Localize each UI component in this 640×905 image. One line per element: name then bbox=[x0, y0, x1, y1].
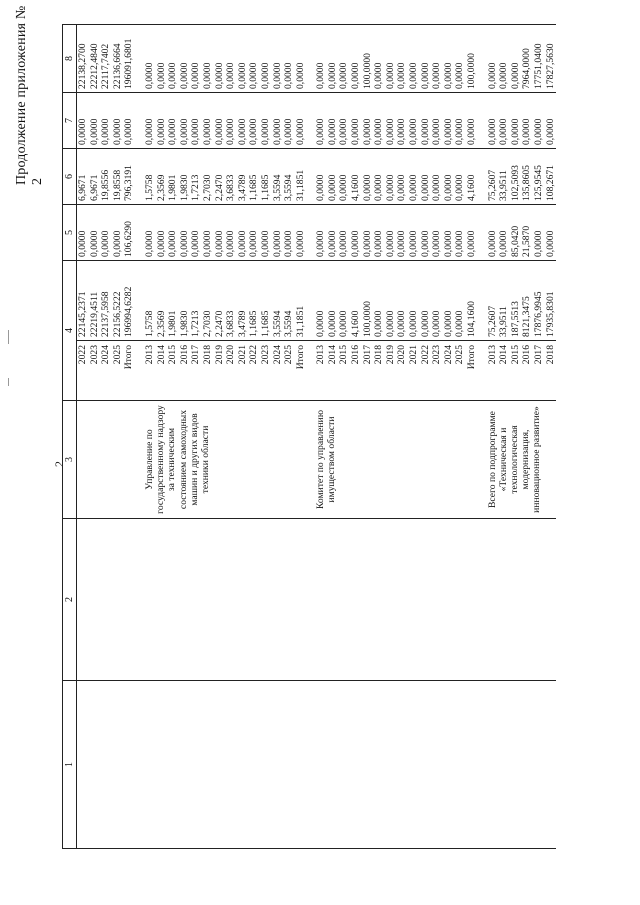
value-cell-c5: 0,0000 bbox=[373, 205, 385, 261]
value-cell-c8: 0,0000 bbox=[498, 25, 510, 93]
value-cell-c8: 196091,6801 bbox=[123, 25, 135, 93]
value-cell-c4: 0,0000 bbox=[408, 261, 420, 341]
value-cell-c5: 0,0000 bbox=[327, 205, 339, 261]
value-cell-c4: 100,0000 bbox=[362, 261, 374, 341]
page-number: 2 bbox=[52, 461, 66, 467]
value-cell-c4: 0,0000 bbox=[385, 261, 397, 341]
year-cell: 2023 bbox=[89, 341, 101, 401]
value-cell-c5: 0,0000 bbox=[315, 205, 327, 261]
value-cell-c5: 0,0000 bbox=[431, 205, 443, 261]
value-cell-c4: 22219,4511 bbox=[89, 261, 101, 341]
value-cell-c8: 22212,4840 bbox=[89, 25, 101, 93]
value-cell-c5: 0,0000 bbox=[420, 205, 432, 261]
year-cell: 2022 bbox=[77, 341, 89, 401]
value-cell-c4: 187,5513 bbox=[510, 261, 522, 341]
value-cell-c5: 0,0000 bbox=[167, 205, 179, 261]
table-row bbox=[487, 25, 499, 849]
value-cell-c8: 0,0000 bbox=[272, 25, 284, 93]
year-cell: 2013 bbox=[144, 341, 156, 401]
value-cell-c8: 0,0000 bbox=[144, 25, 156, 93]
year-cell: 2018 bbox=[202, 341, 214, 401]
value-cell-c7: 0,0000 bbox=[350, 93, 362, 149]
year-cell: 2016 bbox=[521, 341, 533, 401]
value-cell-c7: 0,0000 bbox=[533, 93, 545, 149]
value-cell-c8: 17827,5630 bbox=[545, 25, 557, 93]
value-cell-c7: 0,0000 bbox=[100, 93, 112, 149]
year-cell: 2014 bbox=[156, 341, 168, 401]
column-header-1: 1 bbox=[63, 681, 77, 849]
value-cell-c7: 0,0000 bbox=[420, 93, 432, 149]
value-cell-c4: 17876,9945 bbox=[533, 261, 545, 341]
value-cell-c8: 0,0000 bbox=[396, 25, 408, 93]
value-cell-c8: 0,0000 bbox=[443, 25, 455, 93]
value-cell-c6: 2,7030 bbox=[202, 149, 214, 205]
value-cell-c5: 0,0000 bbox=[190, 205, 202, 261]
year-cell: 2018 bbox=[545, 341, 557, 401]
value-cell-c6: 4,1600 bbox=[466, 149, 478, 205]
value-cell-c4: 17935,8301 bbox=[545, 261, 557, 341]
value-cell-c6: 0,0000 bbox=[431, 149, 443, 205]
value-cell-c5: 0,0000 bbox=[272, 205, 284, 261]
value-cell-c8: 0,0000 bbox=[385, 25, 397, 93]
year-cell: Итого bbox=[123, 341, 135, 401]
value-cell-c4: 8121,3475 bbox=[521, 261, 533, 341]
value-cell-c8: 0,0000 bbox=[510, 25, 522, 93]
value-cell-c4: 3,6833 bbox=[225, 261, 237, 341]
value-cell-c6: 0,0000 bbox=[385, 149, 397, 205]
year-cell: 2024 bbox=[100, 341, 112, 401]
value-cell-c5: 0,0000 bbox=[77, 205, 89, 261]
year-cell: 2022 bbox=[248, 341, 260, 401]
value-cell-c8: 0,0000 bbox=[260, 25, 272, 93]
value-cell-c7: 0,0000 bbox=[295, 93, 307, 149]
value-cell-c7: 0,0000 bbox=[77, 93, 89, 149]
table-body bbox=[77, 25, 557, 849]
year-cell: 2018 bbox=[373, 341, 385, 401]
value-cell-c7: 0,0000 bbox=[373, 93, 385, 149]
value-cell-c8: 0,0000 bbox=[327, 25, 339, 93]
year-cell: 2016 bbox=[350, 341, 362, 401]
value-cell-c7: 0,0000 bbox=[167, 93, 179, 149]
value-cell-c8: 0,0000 bbox=[420, 25, 432, 93]
year-cell: 2020 bbox=[396, 341, 408, 401]
value-cell-c5: 0,0000 bbox=[237, 205, 249, 261]
value-cell-c8: 0,0000 bbox=[408, 25, 420, 93]
column-header-4: 4 bbox=[63, 261, 77, 401]
value-cell-c5: 0,0000 bbox=[156, 205, 168, 261]
value-cell-c7: 0,0000 bbox=[338, 93, 350, 149]
block-spacer bbox=[478, 25, 487, 849]
year-cell: 2025 bbox=[454, 341, 466, 401]
year-cell: 2023 bbox=[431, 341, 443, 401]
value-cell-c4: 196994,6282 bbox=[123, 261, 135, 341]
value-cell-c7: 0,0000 bbox=[521, 93, 533, 149]
value-cell-c4: 0,0000 bbox=[420, 261, 432, 341]
value-cell-c6: 2,2470 bbox=[214, 149, 226, 205]
block-spacer bbox=[135, 25, 144, 849]
value-cell-c4: 104,1600 bbox=[466, 261, 478, 341]
column-header-3: 3 bbox=[63, 401, 77, 519]
continuation-title: Продолжение приложения № 2 bbox=[14, 5, 45, 185]
value-cell-c8: 22136,6664 bbox=[112, 25, 124, 93]
value-cell-c8: 0,0000 bbox=[350, 25, 362, 93]
value-cell-c8: 100,0000 bbox=[466, 25, 478, 93]
value-cell-c5: 0,0000 bbox=[295, 205, 307, 261]
value-cell-c7: 0,0000 bbox=[225, 93, 237, 149]
value-cell-c5: 0,0000 bbox=[202, 205, 214, 261]
value-cell-c8: 7964,0000 bbox=[521, 25, 533, 93]
executor-name: Комитет по управлению имуществом области bbox=[315, 401, 477, 519]
value-cell-c5: 0,0000 bbox=[443, 205, 455, 261]
value-cell-c4: 3,5594 bbox=[272, 261, 284, 341]
value-cell-c7: 0,0000 bbox=[362, 93, 374, 149]
value-cell-c7: 0,0000 bbox=[214, 93, 226, 149]
year-cell: 2024 bbox=[443, 341, 455, 401]
value-cell-c7: 0,0000 bbox=[190, 93, 202, 149]
value-cell-c7: 0,0000 bbox=[487, 93, 499, 149]
value-cell-c5: 0,0000 bbox=[487, 205, 499, 261]
value-cell-c5: 0,0000 bbox=[100, 205, 112, 261]
column-header-2: 2 bbox=[63, 519, 77, 681]
value-cell-c7: 0,0000 bbox=[466, 93, 478, 149]
year-cell: 2016 bbox=[179, 341, 191, 401]
value-cell-c6: 0,0000 bbox=[373, 149, 385, 205]
value-cell-c7: 0,0000 bbox=[202, 93, 214, 149]
value-cell-c6: 1,1685 bbox=[260, 149, 272, 205]
value-cell-c4: 1,9830 bbox=[179, 261, 191, 341]
value-cell-c6: 19,8556 bbox=[100, 149, 112, 205]
value-cell-c6: 2,3569 bbox=[156, 149, 168, 205]
value-cell-c8: 0,0000 bbox=[295, 25, 307, 93]
value-cell-c8: 0,0000 bbox=[431, 25, 443, 93]
year-cell: 2015 bbox=[338, 341, 350, 401]
year-cell: 2017 bbox=[362, 341, 374, 401]
value-cell-c6: 0,0000 bbox=[315, 149, 327, 205]
value-cell-c6: 108,2671 bbox=[545, 149, 557, 205]
year-cell: 2015 bbox=[167, 341, 179, 401]
value-cell-c6: 0,0000 bbox=[454, 149, 466, 205]
value-cell-c6: 4,1600 bbox=[350, 149, 362, 205]
value-cell-c6: 1,9801 bbox=[167, 149, 179, 205]
table-row bbox=[77, 25, 89, 849]
value-cell-c6: 0,0000 bbox=[420, 149, 432, 205]
value-cell-c5: 0,0000 bbox=[350, 205, 362, 261]
value-cell-c4: 1,1685 bbox=[248, 261, 260, 341]
year-cell: 2019 bbox=[214, 341, 226, 401]
column-header-5: 5 bbox=[63, 205, 77, 261]
year-cell: 2013 bbox=[315, 341, 327, 401]
value-cell-c8: 0,0000 bbox=[237, 25, 249, 93]
year-cell: 2014 bbox=[327, 341, 339, 401]
value-cell-c6: 796,3191 bbox=[123, 149, 135, 205]
value-cell-c6: 3,5594 bbox=[283, 149, 295, 205]
year-cell: 2021 bbox=[237, 341, 249, 401]
value-cell-c4: 1,7213 bbox=[190, 261, 202, 341]
value-cell-c6: 3,4789 bbox=[237, 149, 249, 205]
value-cell-c4: 0,0000 bbox=[396, 261, 408, 341]
year-cell: 2023 bbox=[260, 341, 272, 401]
value-cell-c4: 0,0000 bbox=[454, 261, 466, 341]
value-cell-c7: 0,0000 bbox=[260, 93, 272, 149]
year-cell: 2022 bbox=[420, 341, 432, 401]
value-cell-c5: 0,0000 bbox=[248, 205, 260, 261]
year-cell: Итого bbox=[295, 341, 307, 401]
value-cell-c7: 0,0000 bbox=[272, 93, 284, 149]
value-cell-c4: 0,0000 bbox=[327, 261, 339, 341]
value-cell-c6: 125,9545 bbox=[533, 149, 545, 205]
value-cell-c8: 22117,7402 bbox=[100, 25, 112, 93]
value-cell-c6: 0,0000 bbox=[408, 149, 420, 205]
value-cell-c4: 22145,2371 bbox=[77, 261, 89, 341]
value-cell-c5: 0,0000 bbox=[454, 205, 466, 261]
value-cell-c8: 0,0000 bbox=[167, 25, 179, 93]
column-header-6: 6 bbox=[63, 149, 77, 205]
value-cell-c8: 17751,0400 bbox=[533, 25, 545, 93]
value-cell-c5: 21,5870 bbox=[521, 205, 533, 261]
value-cell-c4: 3,4789 bbox=[237, 261, 249, 341]
value-cell-c7: 0,0000 bbox=[454, 93, 466, 149]
value-cell-c5: 0,0000 bbox=[260, 205, 272, 261]
value-cell-c8: 0,0000 bbox=[202, 25, 214, 93]
value-cell-c6: 6,9671 bbox=[89, 149, 101, 205]
year-cell: 2025 bbox=[283, 341, 295, 401]
year-cell: 2014 bbox=[498, 341, 510, 401]
value-cell-c5: 0,0000 bbox=[498, 205, 510, 261]
value-cell-c5: 0,0000 bbox=[533, 205, 545, 261]
value-cell-c6: 6,9671 bbox=[77, 149, 89, 205]
value-cell-c4: 0,0000 bbox=[315, 261, 327, 341]
value-cell-c6: 0,0000 bbox=[327, 149, 339, 205]
executor-name bbox=[77, 401, 135, 519]
value-cell-c7: 0,0000 bbox=[248, 93, 260, 149]
column-number-row bbox=[63, 25, 77, 849]
value-cell-c7: 0,0000 bbox=[408, 93, 420, 149]
executor-name: Всего по подпрограмме «Техническая и технологическая модернизация, инновационное развитие» bbox=[487, 401, 557, 519]
value-cell-c4: 22137,5958 bbox=[100, 261, 112, 341]
year-cell: 2019 bbox=[385, 341, 397, 401]
value-cell-c4: 0,0000 bbox=[443, 261, 455, 341]
value-cell-c7: 0,0000 bbox=[144, 93, 156, 149]
year-cell: 2024 bbox=[272, 341, 284, 401]
value-cell-c4: 1,5758 bbox=[144, 261, 156, 341]
value-cell-c4: 75,2607 bbox=[487, 261, 499, 341]
year-cell: 2020 bbox=[225, 341, 237, 401]
table-row bbox=[144, 25, 156, 849]
value-cell-c7: 0,0000 bbox=[283, 93, 295, 149]
value-cell-c7: 0,0000 bbox=[327, 93, 339, 149]
value-cell-c4: 3,5594 bbox=[283, 261, 295, 341]
value-cell-c5: 0,0000 bbox=[545, 205, 557, 261]
value-cell-c7: 0,0000 bbox=[545, 93, 557, 149]
year-cell: 2025 bbox=[112, 341, 124, 401]
value-cell-c6: 75,2607 bbox=[487, 149, 499, 205]
value-cell-c7: 0,0000 bbox=[179, 93, 191, 149]
value-cell-c8: 0,0000 bbox=[338, 25, 350, 93]
value-cell-c7: 0,0000 bbox=[89, 93, 101, 149]
value-cell-c5: 0,0000 bbox=[112, 205, 124, 261]
value-cell-c4: 1,9801 bbox=[167, 261, 179, 341]
value-cell-c5: 0,0000 bbox=[385, 205, 397, 261]
year-cell: 2017 bbox=[533, 341, 545, 401]
value-cell-c8: 0,0000 bbox=[373, 25, 385, 93]
value-cell-c4: 0,0000 bbox=[338, 261, 350, 341]
value-cell-c6: 33,9511 bbox=[498, 149, 510, 205]
value-cell-c4: 2,2470 bbox=[214, 261, 226, 341]
value-cell-c8: 100,0000 bbox=[362, 25, 374, 93]
value-cell-c5: 0,0000 bbox=[408, 205, 420, 261]
year-cell: 2015 bbox=[510, 341, 522, 401]
value-cell-c4: 2,7030 bbox=[202, 261, 214, 341]
value-cell-c5: 0,0000 bbox=[179, 205, 191, 261]
value-cell-c6: 135,8605 bbox=[521, 149, 533, 205]
value-cell-c7: 0,0000 bbox=[431, 93, 443, 149]
value-cell-c4: 33,9511 bbox=[498, 261, 510, 341]
value-cell-c4: 31,1851 bbox=[295, 261, 307, 341]
value-cell-c5: 0,0000 bbox=[214, 205, 226, 261]
value-cell-c8: 0,0000 bbox=[214, 25, 226, 93]
value-cell-c8: 0,0000 bbox=[487, 25, 499, 93]
year-cell: 2017 bbox=[190, 341, 202, 401]
value-cell-c8: 0,0000 bbox=[454, 25, 466, 93]
year-cell: 2021 bbox=[408, 341, 420, 401]
value-cell-c7: 0,0000 bbox=[443, 93, 455, 149]
value-cell-c6: 102,5093 bbox=[510, 149, 522, 205]
scan-mark bbox=[8, 378, 9, 386]
value-cell-c6: 1,9830 bbox=[179, 149, 191, 205]
value-cell-c6: 0,0000 bbox=[396, 149, 408, 205]
value-cell-c8: 0,0000 bbox=[315, 25, 327, 93]
value-cell-c4: 1,1685 bbox=[260, 261, 272, 341]
value-cell-c6: 0,0000 bbox=[362, 149, 374, 205]
block-spacer bbox=[306, 25, 315, 849]
value-cell-c6: 19,8558 bbox=[112, 149, 124, 205]
value-cell-c7: 0,0000 bbox=[112, 93, 124, 149]
year-cell: Итого bbox=[466, 341, 478, 401]
value-cell-c6: 0,0000 bbox=[338, 149, 350, 205]
value-cell-c5: 0,0000 bbox=[283, 205, 295, 261]
value-cell-c4: 22156,5222 bbox=[112, 261, 124, 341]
value-cell-c6: 1,7213 bbox=[190, 149, 202, 205]
value-cell-c4: 2,3569 bbox=[156, 261, 168, 341]
value-cell-c7: 0,0000 bbox=[123, 93, 135, 149]
value-cell-c8: 0,0000 bbox=[225, 25, 237, 93]
value-cell-c4: 0,0000 bbox=[373, 261, 385, 341]
value-cell-c6: 31,1851 bbox=[295, 149, 307, 205]
executor-name: Управление по государственному надзору за техническим состоянием самоходных машин и других видов техники области bbox=[144, 401, 306, 519]
value-cell-c7: 0,0000 bbox=[510, 93, 522, 149]
value-cell-c5: 0,0000 bbox=[144, 205, 156, 261]
value-cell-c6: 3,5594 bbox=[272, 149, 284, 205]
column-header-8: 8 bbox=[63, 25, 77, 93]
value-cell-c8: 0,0000 bbox=[190, 25, 202, 93]
year-cell: 2013 bbox=[487, 341, 499, 401]
value-cell-c8: 0,0000 bbox=[248, 25, 260, 93]
value-cell-c7: 0,0000 bbox=[396, 93, 408, 149]
value-cell-c7: 0,0000 bbox=[156, 93, 168, 149]
value-cell-c5: 0,0000 bbox=[466, 205, 478, 261]
value-cell-c4: 4,1600 bbox=[350, 261, 362, 341]
value-cell-c5: 0,0000 bbox=[362, 205, 374, 261]
value-cell-c5: 0,0000 bbox=[89, 205, 101, 261]
value-cell-c7: 0,0000 bbox=[498, 93, 510, 149]
value-cell-c5: 0,0000 bbox=[338, 205, 350, 261]
value-cell-c6: 1,5758 bbox=[144, 149, 156, 205]
column-header-7: 7 bbox=[63, 93, 77, 149]
value-cell-c6: 1,1685 bbox=[248, 149, 260, 205]
value-cell-c7: 0,0000 bbox=[315, 93, 327, 149]
scan-mark bbox=[8, 330, 9, 344]
value-cell-c7: 0,0000 bbox=[237, 93, 249, 149]
value-cell-c8: 0,0000 bbox=[283, 25, 295, 93]
value-cell-c8: 22138,2700 bbox=[77, 25, 89, 93]
value-cell-c5: 85,0420 bbox=[510, 205, 522, 261]
value-cell-c8: 0,0000 bbox=[179, 25, 191, 93]
budget-table bbox=[62, 24, 556, 849]
value-cell-c4: 0,0000 bbox=[431, 261, 443, 341]
value-cell-c8: 0,0000 bbox=[156, 25, 168, 93]
value-cell-c7: 0,0000 bbox=[385, 93, 397, 149]
table-row bbox=[315, 25, 327, 849]
value-cell-c6: 3,6833 bbox=[225, 149, 237, 205]
value-cell-c5: 106,6290 bbox=[123, 205, 135, 261]
value-cell-c6: 0,0000 bbox=[443, 149, 455, 205]
value-cell-c5: 0,0000 bbox=[225, 205, 237, 261]
value-cell-c5: 0,0000 bbox=[396, 205, 408, 261]
